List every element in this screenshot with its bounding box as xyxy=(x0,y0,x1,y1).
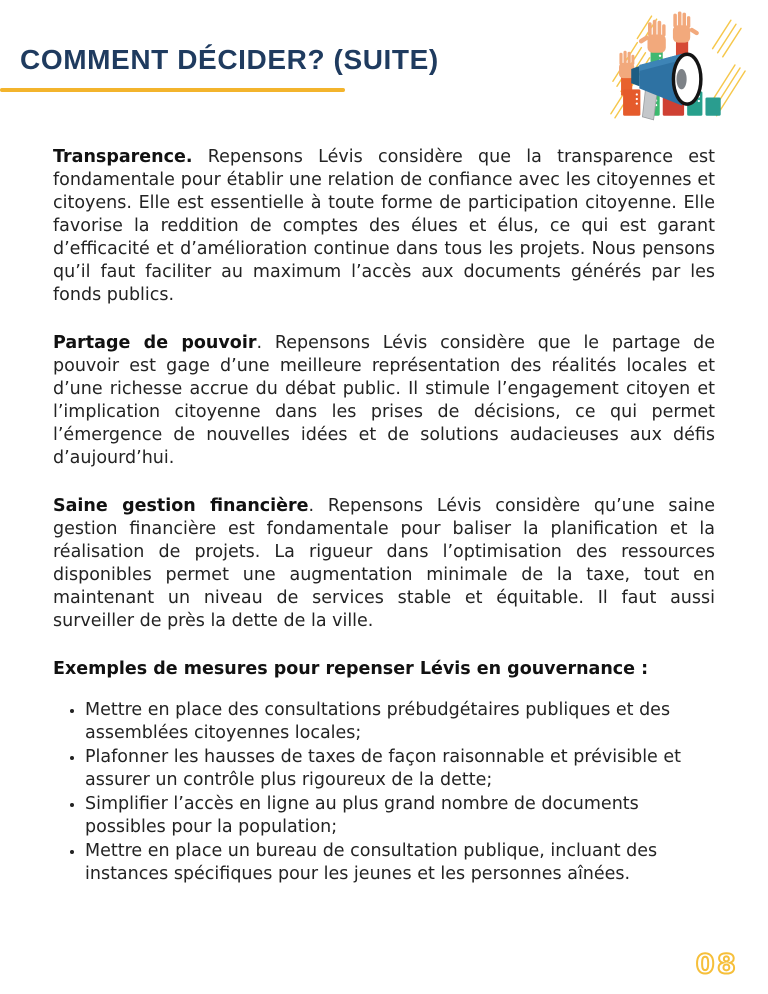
paragraph-body: . Repensons Lévis considère que le partage de pouvoir est gage d’une meilleure représentation des réalités locales et d’une richesse accrue du débat public. Il stimule l’engagement citoyen et l’implication citoyenne dans les prises de décisions, ce qui permet l’émergence de nouvelles idées et de solutions audacieuses aux défis d’aujourd’hui. xyxy=(53,333,716,468)
paragraph-body: . Repensons Lévis considère qu’une saine gestion financière est fondamentale pour baliser la planification et la réalisation de projets. La rigueur dans l’optimisation des ressources disponibles permet une augmentation minimale de la taxe, tout en maintenant un niveau de services stable et équitable. Il faut aussi surveiller de près la dette de la ville. xyxy=(53,496,715,631)
paragraph-body: Repensons Lévis considère que la transparence est fondamentale pour établir une relation de confiance avec les citoyennes et citoyens. Elle est essentielle à toute forme de participation citoyenne. Elle favorise la reddition de comptes des élues et élus, ce qui est garant d’efficacité et d’amélioration continue dans tous les projets. Nous pensons qu’il faut faciliter au maximum l’accès aux documents générés par les fonds publics. xyxy=(53,147,715,305)
list-item: • Mettre en place des consultations prébudgétaires publiques et des assemblées citoyennes locales; xyxy=(85,699,715,745)
paragraph-partage-de-pouvoir xyxy=(53,332,715,470)
paragraph-lead: Transparence. xyxy=(53,147,193,167)
page-number-text: 08 xyxy=(695,949,739,980)
examples-heading: Exemples de mesures pour repenser Lévis en gouvernance : xyxy=(53,659,649,679)
megaphone-raised-hands-illustration xyxy=(604,8,752,128)
title-underline xyxy=(0,88,345,92)
page-number xyxy=(684,944,750,982)
list-item: • Mettre en place un bureau de consultation publique, incluant des instances spécifiques pour les jeunes et les personnes aînées. xyxy=(85,840,715,886)
page-title: COMMENT DÉCIDER? (SUITE) xyxy=(20,44,439,75)
paragraph-transparence xyxy=(53,146,715,307)
paragraph-saine-gestion-financiere xyxy=(53,495,715,633)
body-content xyxy=(53,146,715,887)
list-item: • Plafonner les hausses de taxes de façon raisonnable et prévisible et assurer un contrôle plus rigoureux de la dette; xyxy=(85,746,715,792)
list-item: • Simplifier l’accès en ligne au plus grand nombre de documents possibles pour la population; xyxy=(85,793,715,839)
paragraph-lead: Partage de pouvoir xyxy=(53,333,257,353)
examples-list xyxy=(53,699,715,886)
paragraph-lead: Saine gestion financière xyxy=(53,496,309,516)
